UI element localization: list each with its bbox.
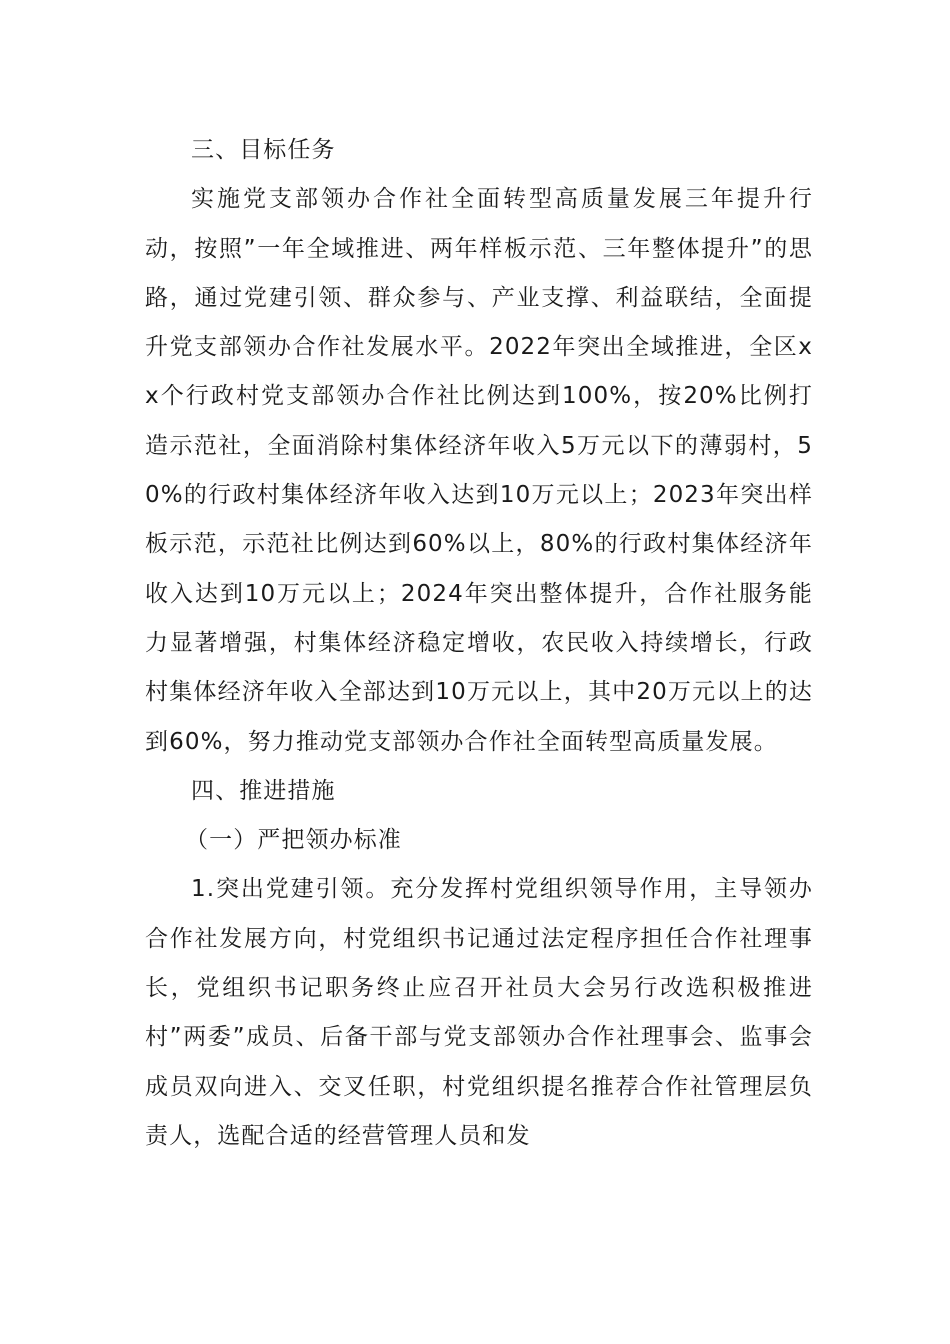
section-three-heading: 三、目标任务	[191, 137, 336, 163]
item-one-paragraph: 1.突出党建引领。充分发挥村党组织领导作用，主导领办合作社发展方向，村党组织书记通过法定程序担任合作社理事长，党组织书记职务终止应召开社员大会另行改选积极推进村”两委”成员、后备干部与党支部领办合作社理事会、监事会成员双向进入、交叉任职，村党组织提名推荐合作社管理层负责人，选配合适的经营管理人员和发	[145, 876, 813, 1149]
section-three-paragraph: 实施党支部领办合作社全面转型高质量发展三年提升行动，按照”一年全域推进、两年样板示范、三年整体提升”的思路，通过党建引领、群众参与、产业支撑、利益联结，全面提升党支部领办合作社发展水平。2022年突出全域推进，全区xx个行政村党支部领办合作社比例达到100%，按20%比例打造示范社，全面消除村集体经济年收入5万元以下的薄弱村，50%的行政村集体经济年收入达到10万元以上；2023年突出样板示范，示范社比例达到60%以上，80%的行政村集体经济年收入达到10万元以上；2024年突出整体提升，合作社服务能力显著增强，村集体经济稳定增收，农民收入持续增长，行政村集体经济年收入全部达到10万元以上，其中20万元以上的达到60%，努力推动党支部领办合作社全面转型高质量发展。	[145, 186, 813, 755]
section-four-heading: 四、推进措施	[191, 777, 336, 804]
subsection-one-heading: （一）严把领办标准	[185, 827, 402, 854]
document-body	[145, 126, 813, 1161]
